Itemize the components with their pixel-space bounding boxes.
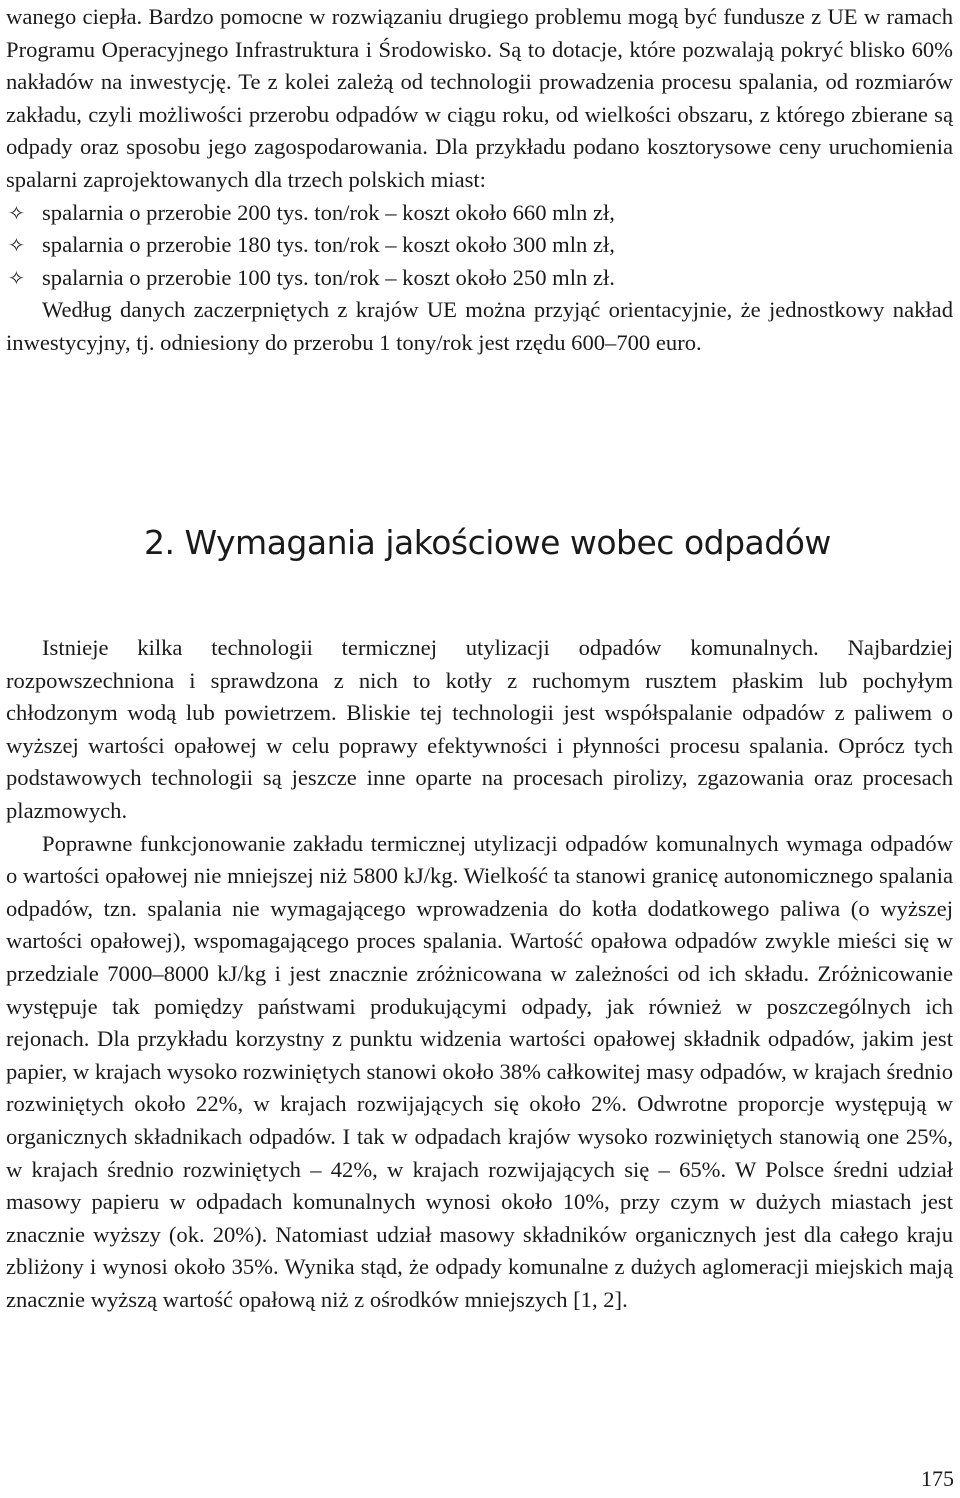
paragraph-eu-data: Według danych zaczerpniętych z krajów UE można przyjąć orientacyjnie, że jednostkowy nakład inwestycyjny, tj. odniesiony do przerobu 1 tony/rok jest rzędu 600–700 euro. bbox=[6, 297, 953, 355]
cost-list bbox=[6, 197, 953, 295]
page-number: 175 bbox=[921, 1466, 954, 1491]
list-item bbox=[6, 197, 953, 230]
star-bullet-icon: ✧ bbox=[8, 200, 25, 225]
list-item-text: spalarnia o przerobie 180 tys. ton/rok – koszt około 300 mln zł, bbox=[42, 232, 615, 258]
section-heading: 2. Wymagania jakościowe wobec odpadów bbox=[144, 523, 831, 562]
list-item bbox=[6, 262, 953, 295]
paragraph-continued: wanego ciepła. Bardzo pomocne w rozwiązaniu drugiego problemu mogą być fundusze z UE w ramach Programu Operacyjnego Infrastruktura i Środowisko. Są to dotacje, które pozwalają pokryć blisko 60% nakładów na inwestycję. Te z kolei zależą od technologii prowadzenia procesu spalania, od rozmiarów zakładu, czyli możliwości przerobu odpadów w ciągu roku, od wielkości obszaru, z którego zbierane są odpady oraz sposobu jego zagospodarowania. Dla przykładu podano kosztorysowe ceny uruchomienia spalarni zaprojektowanych dla trzech polskich miast: bbox=[6, 4, 953, 192]
section-body bbox=[6, 632, 953, 1316]
list-item bbox=[6, 229, 953, 262]
paragraph-calorific-value: Poprawne funkcjonowanie zakładu termicznej utylizacji odpadów komunalnych wymaga odpadów o wartości opałowej nie mniejszej niż 5800 kJ/kg. Wielkość ta stanowi granicę autonomicznego spalania odpadów, tzn. spalania nie wymagającego wprowadzenia do kotła dodatkowego paliwa (o wyższej wartości opałowej), wspomagającego proces spalania. Wartość opałowa odpadów zwykle mieści się w przedziale 7000–8000 kJ/kg i jest znacznie zróżnicowana w zależności od ich składu. Zróżnicowanie występuje tak pomiędzy państwami produkującymi odpady, jak również w poszczególnych ich rejonach. Dla przykładu korzystny z punktu widzenia wartości opałowej składnik odpadów, jakim jest papier, w krajach wysoko rozwiniętych stanowi około 38% całkowitej masy odpadów, w krajach średnio rozwiniętych około 22%, w krajach rozwijających się około 2%. Odwrotne proporcje występują w organicznych składnikach odpadów. I tak w odpadach krajów wysoko rozwiniętych stanowią one 25%, w krajach średnio rozwiniętych – 42%, w krajach rozwijających się – 65%. W Polsce średni udział masowy papieru w odpadach komunalnych wynosi około 10%, przy czym w dużych miastach jest znacznie wyższy (ok. 20%). Natomiast udział masowy składników organicznych jest dla całego kraju zbliżony i wynosi około 35%. Wynika stąd, że odpady komunalne z dużych aglomeracji miejskich mają znacznie wyższą wartość opałową niż z ośrodków mniejszych [1, 2]. bbox=[6, 830, 953, 1312]
top-text-block bbox=[6, 1, 953, 360]
paragraph-technologies: Istnieje kilka technologii termicznej utylizacji odpadów komunalnych. Najbardziej rozpowszechniona i sprawdzona z nich to kotły z ruchomym rusztem płaskim lub pochyłym chłodzonym wodą lub powietrzem. Bliskie tej technologii jest współspalanie odpadów z paliwem o wyższej wartości opałowej w celu poprawy efektywności i płynności procesu spalania. Oprócz tych podstawowych technologii są jeszcze inne oparte na procesach pirolizy, zgazowania oraz procesach plazmowych. bbox=[6, 635, 953, 823]
star-bullet-icon: ✧ bbox=[8, 265, 25, 290]
list-item-text: spalarnia o przerobie 100 tys. ton/rok – koszt około 250 mln zł. bbox=[42, 264, 615, 290]
star-bullet-icon: ✧ bbox=[8, 233, 25, 258]
list-item-text: spalarnia o przerobie 200 tys. ton/rok – koszt około 660 mln zł, bbox=[42, 199, 615, 225]
